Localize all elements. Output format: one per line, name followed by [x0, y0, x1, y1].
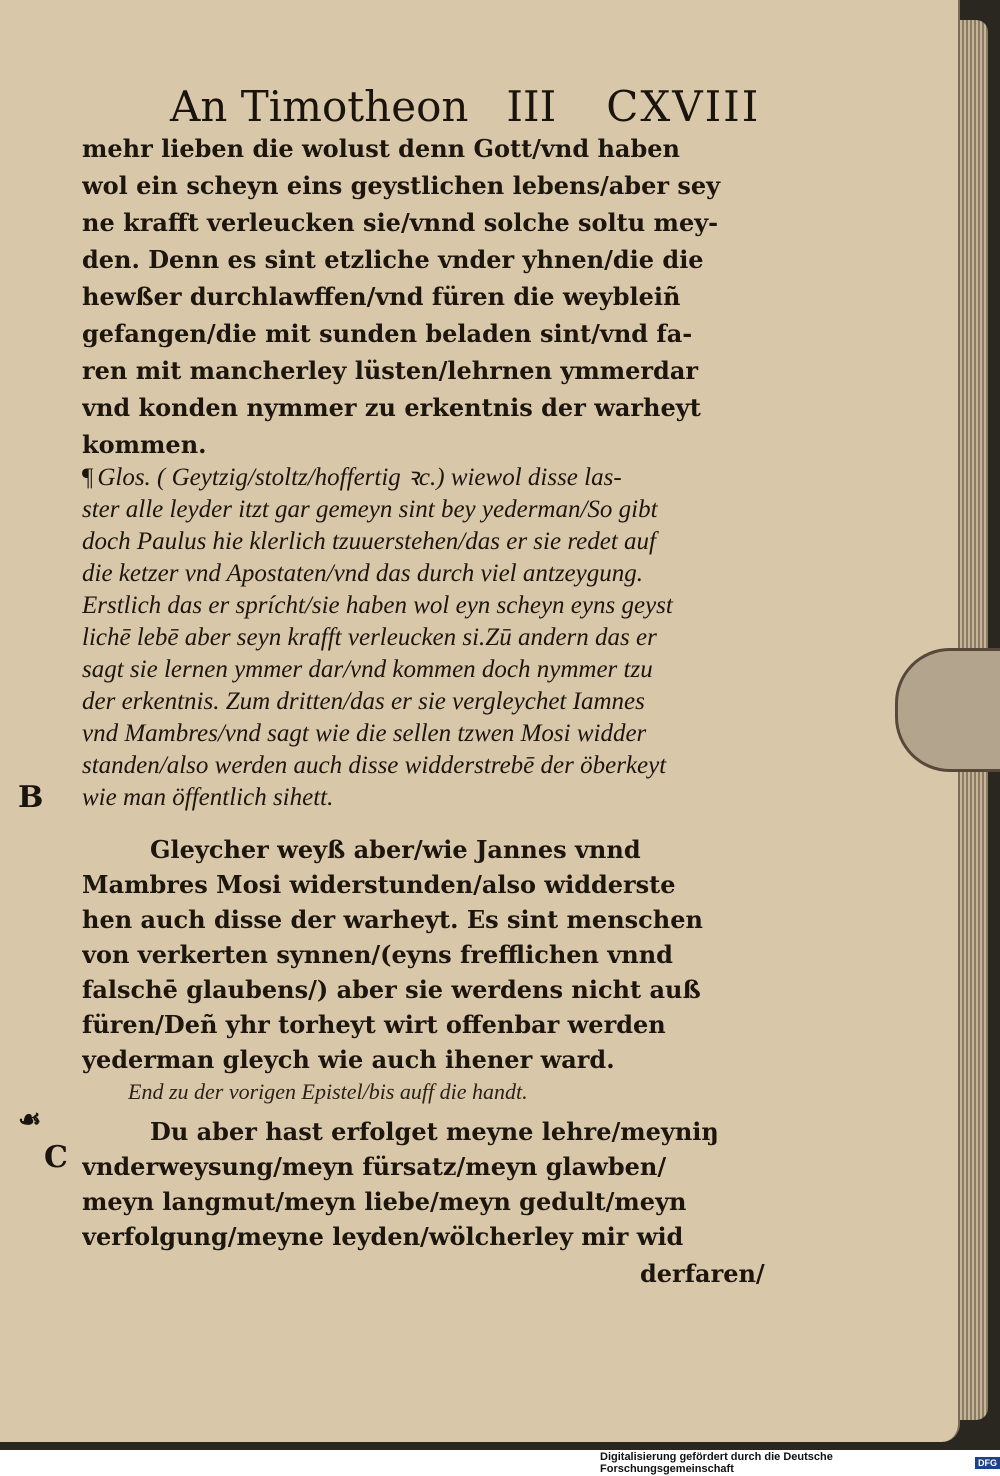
gloss-line: vnd Mambres/vnd sagt wie die sellen tzwen Mosi widder — [82, 720, 647, 747]
credit-text: Digitalisierung gefördert durch die Deutsche Forschungsgemeinschaft — [600, 1451, 833, 1475]
text-line: wol ein scheyn eins geystlichen lebens/aber sey — [82, 171, 721, 200]
text-line: Mambres Mosi widerstunden/also widderste — [82, 870, 676, 899]
text-line: Gleycher weyß aber/wie Jannes vnnd — [150, 835, 641, 864]
text-line: vnderweysung/meyn fürsatz/meyn glawben/ — [82, 1152, 667, 1181]
gloss-line: standen/also werden auch disse widderstrebē der öberkeyt — [82, 752, 667, 779]
text-line: den. Denn es sint etzliche vnder yhnen/die die — [82, 245, 704, 274]
margin-mark-c-symbol: ☙ — [18, 1105, 42, 1135]
text-line: kommen. — [82, 430, 207, 459]
text-line: gefangen/die mit sunden beladen sint/vnd fa- — [82, 319, 693, 348]
text-line: von verkerten synnen/(eyns frefflichen vnnd — [82, 940, 673, 969]
footer-credit — [600, 1452, 1000, 1474]
gloss-line: doch Paulus hie klerlich tzuuerstehen/das er sie redet auf — [82, 528, 656, 555]
margin-mark-b: B — [18, 780, 44, 815]
catchword: derfaren/ — [640, 1259, 765, 1288]
running-header — [170, 78, 820, 134]
gloss-line: die ketzer vnd Apostaten/vnd das durch viel antzeygung. — [82, 560, 643, 587]
margin-mark-c: C — [44, 1140, 68, 1175]
text-line: ren mit mancherley lüsten/lehrnen ymmerdar — [82, 356, 699, 385]
gloss-line: lichē lebē aber seyn krafft verleucken si.Zū andern das er — [82, 624, 657, 651]
text-line: hen auch disse der warheyt. Es sint menschen — [82, 905, 703, 934]
gloss-text: Glos. ( Geytzig/stoltz/hoffertig ꝛc.) wiewol disse las- — [97, 464, 622, 491]
pilcrow-mark: ¶ — [82, 464, 94, 491]
text-line: Du aber hast erfolget meyne lehre/meyniŋ — [150, 1117, 719, 1146]
text-line: ne krafft verleucken sie/vnnd solche soltu mey- — [82, 208, 719, 237]
epistle-end-note: End zu der vorigen Epistel/bis auff die handt. — [128, 1079, 528, 1104]
text-line: vnd konden nymmer zu erkentnis der warheyt — [82, 393, 701, 422]
text-line: hewßer durchlawffen/vnd füren die weybleiñ — [82, 282, 681, 311]
header-section: III — [506, 81, 557, 131]
text-line: mehr lieben die wolust denn Gott/vnd haben — [82, 134, 680, 163]
gloss-line: Erstlich das er sprícht/sie haben wol eyn scheyn eyns geyst — [82, 592, 673, 619]
dfg-logo: DFG — [975, 1457, 1000, 1469]
folio-number: CXVIII — [606, 81, 761, 131]
text-line: meyn langmut/meyn liebe/meyn gedult/meyn — [82, 1187, 687, 1216]
gloss-line: wie man öffentlich sihett. — [82, 784, 334, 811]
book-clasp — [895, 648, 1000, 772]
text-line: verfolgung/meyne leyden/wölcherley mir wid — [82, 1222, 684, 1251]
text-line: füren/Deñ yhr torheyt wirt offenbar werden — [82, 1010, 666, 1039]
gloss-line — [82, 462, 812, 494]
text-line: yederman gleych wie auch ihener ward. — [82, 1045, 615, 1074]
text-line: falschē glaubens/) aber sie werdens nicht auß — [82, 975, 701, 1004]
gloss-line: ster alle leyder itzt gar gemeyn sint bey yederman/So gibt — [82, 496, 658, 523]
gloss-line: sagt sie lernen ymmer dar/vnd kommen doch nymmer tzu — [82, 656, 653, 683]
gloss-line: der erkentnis. Zum dritten/das er sie vergleychet Iamnes — [82, 688, 645, 715]
header-title: An Timotheon — [170, 81, 469, 131]
